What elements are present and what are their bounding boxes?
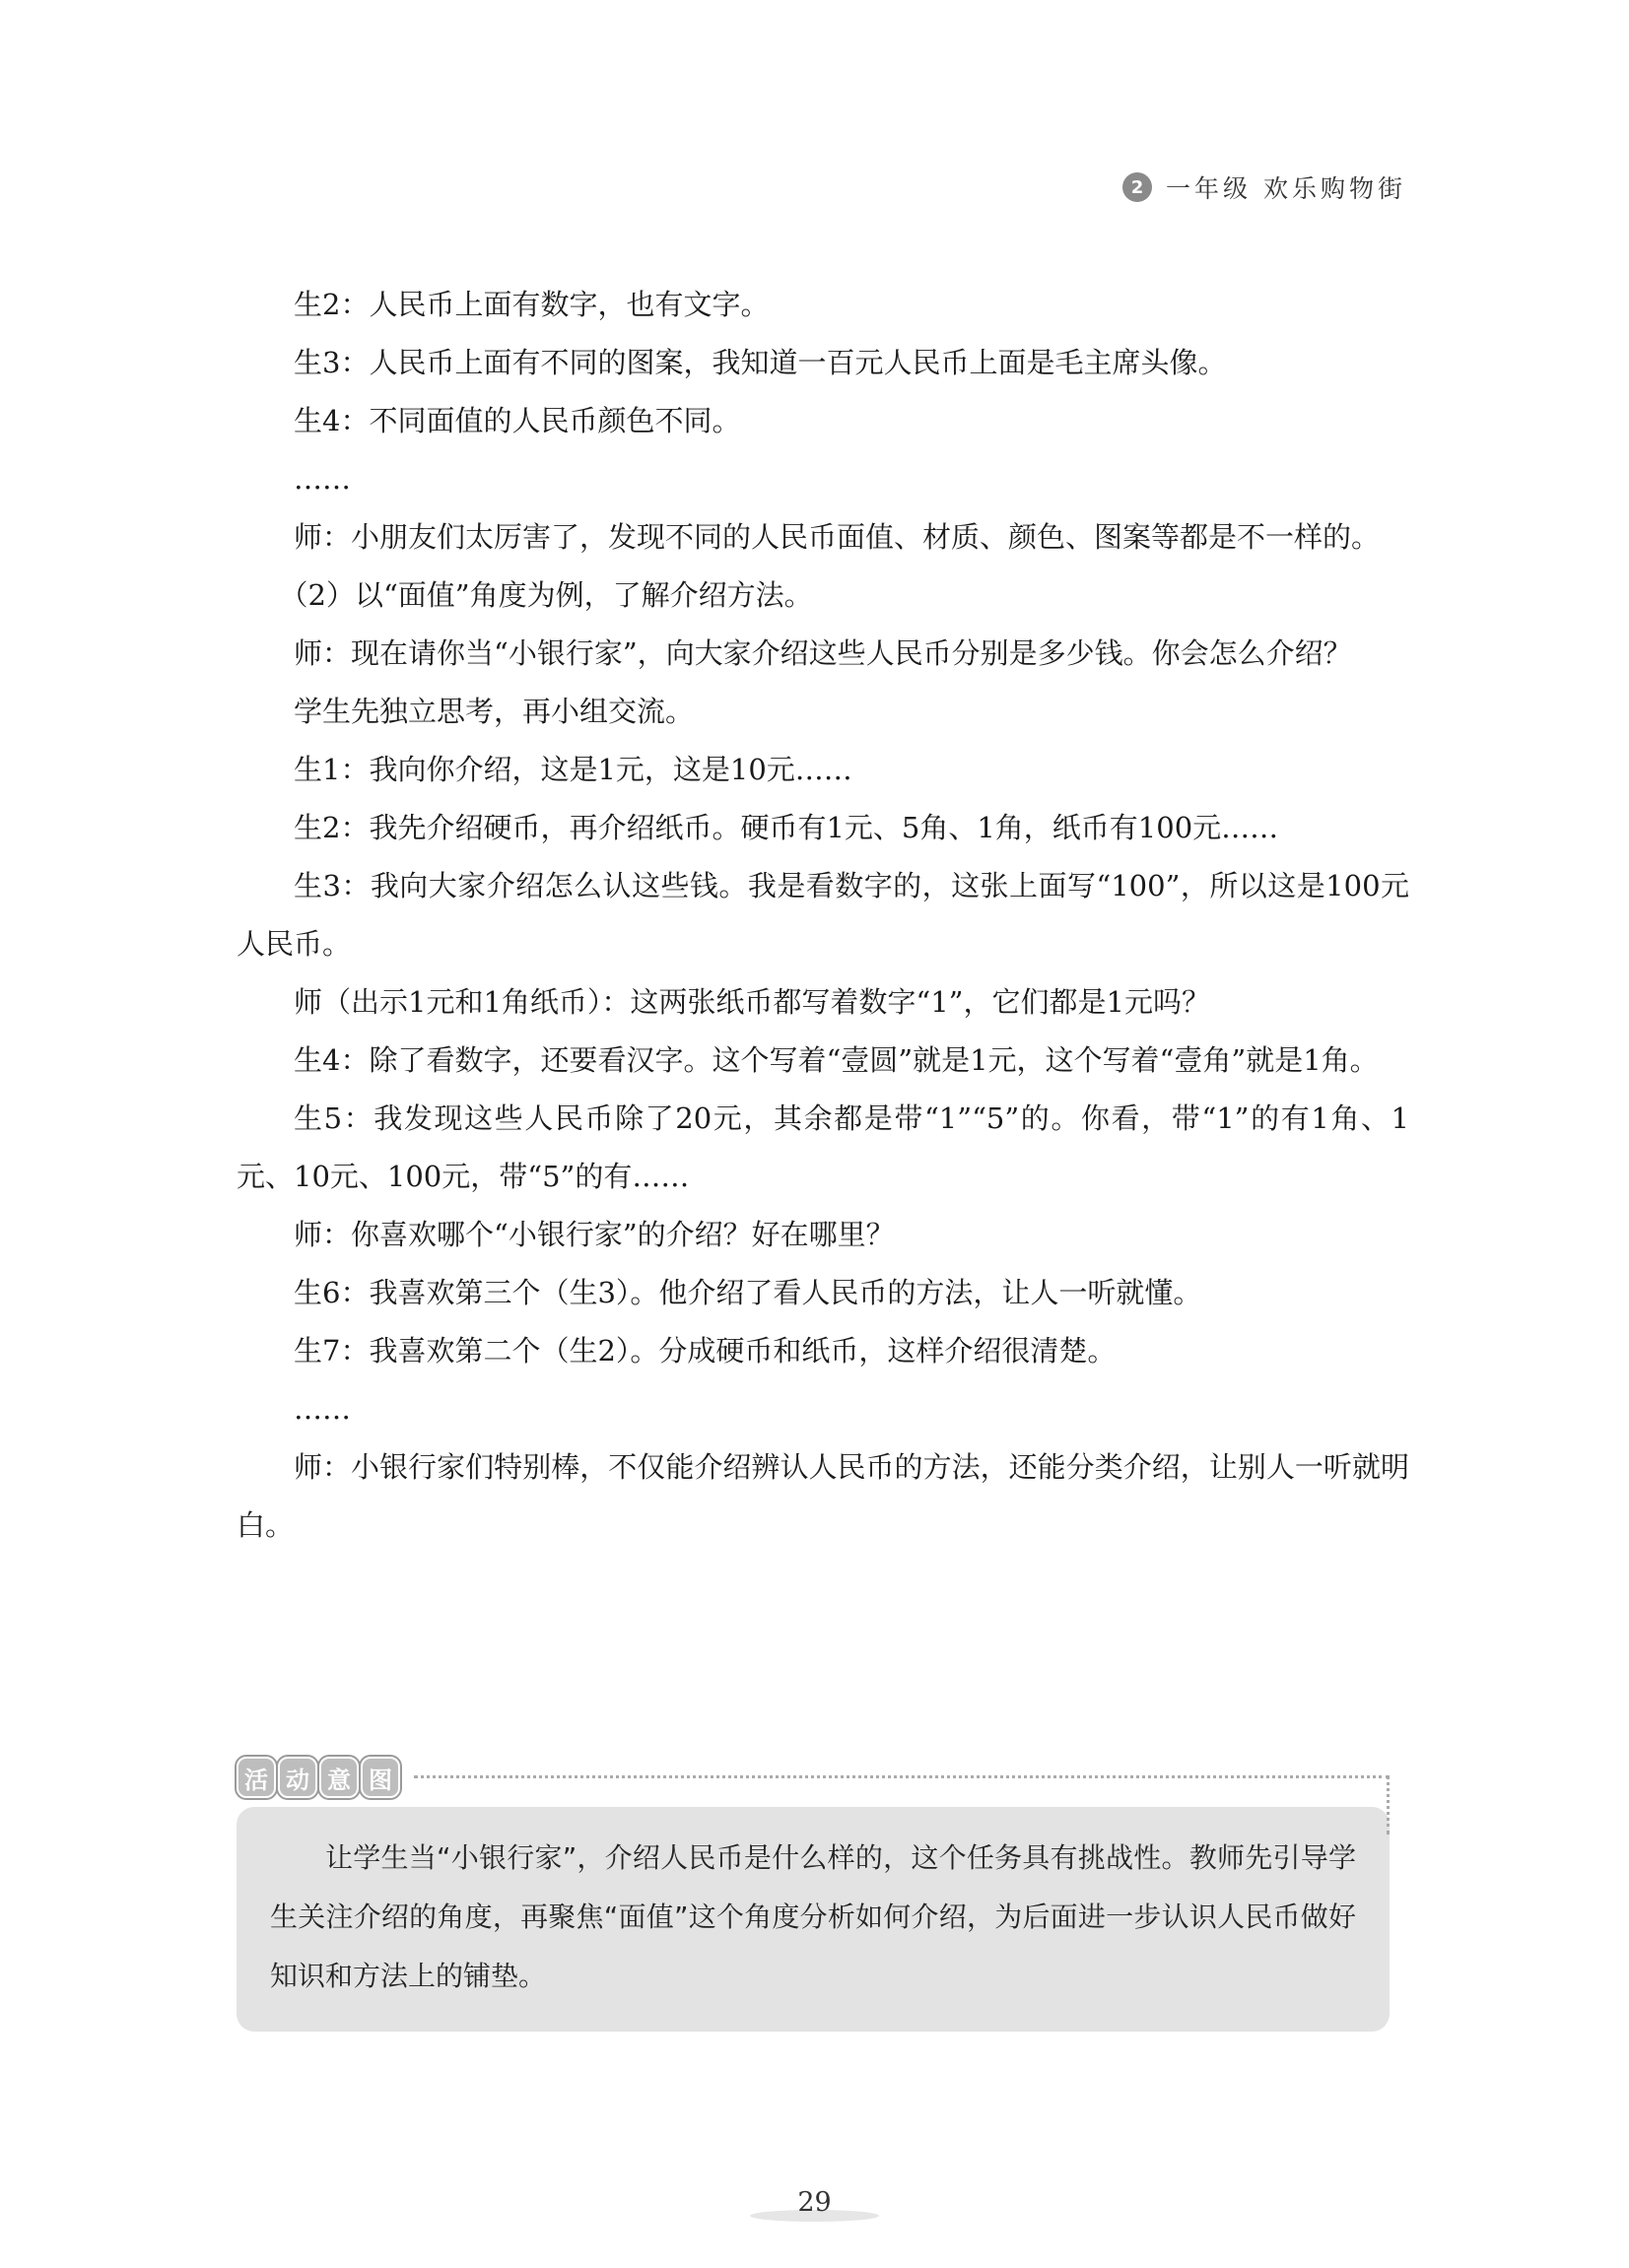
paragraph: 生4：除了看数字，还要看汉字。这个写着“壹圆”就是1元，这个写着“壹角”就是1角。 (294, 1043, 1379, 1077)
activity-text: 让学生当“小银行家”，介绍人民币是什么样的，这个任务具有挑战性。教师先引导学生关注介绍的角度，再聚焦“面值”这个角度分析如何介绍，为后面进一步认识人民币做好知识和方法上的铺垫。 (270, 1841, 1356, 1992)
activity-title-char: 活 (237, 1757, 276, 1798)
paragraph: 生7：我喜欢第二个（生2）。分成硬币和纸币，这样介绍很清楚。 (294, 1334, 1117, 1367)
section-heading: （2）以“面值”角度为例，了解介绍方法。 (279, 578, 813, 612)
activity-title-char: 动 (278, 1757, 317, 1798)
paragraph: 生6：我喜欢第三个（生3）。他介绍了看人民币的方法，让人一听就懂。 (294, 1276, 1202, 1309)
paragraph: 生3：我向大家介绍怎么认这些钱。我是看数字的，这张上面写“100”，所以这是100元人民币。 (237, 869, 1409, 961)
dotted-divider-vertical (1387, 1775, 1390, 1834)
ellipsis-line: …… (294, 462, 351, 496)
paragraph: 师：现在请你当“小银行家”，向大家介绍这些人民币分别是多少钱。你会怎么介绍？ (294, 636, 1352, 670)
paragraph: 生1：我向你介绍，这是1元，这是10元…… (294, 753, 852, 786)
paragraph: 师（出示1元和1角纸币）：这两张纸币都写着数字“1”，它们都是1元吗？ (294, 985, 1210, 1019)
paragraph: 学生先独立思考，再小组交流。 (294, 695, 695, 728)
paragraph: 师：小银行家们特别棒，不仅能介绍辨认人民币的方法，还能分类介绍，让别人一听就明白。 (237, 1450, 1409, 1542)
paragraph: 师：你喜欢哪个“小银行家”的介绍？好在哪里？ (294, 1218, 895, 1251)
activity-title-row (237, 1754, 1390, 1801)
activity-title (237, 1757, 400, 1798)
paragraph: 生4：不同面值的人民币颜色不同。 (294, 404, 741, 437)
dotted-divider (414, 1775, 1390, 1778)
paragraph: 生2：我先介绍硬币，再介绍纸币。硬币有1元、5角、1角，纸币有100元…… (294, 811, 1279, 844)
activity-title-char: 意 (319, 1757, 359, 1798)
paragraph: 生3：人民币上面有不同的图案，我知道一百元人民币上面是毛主席头像。 (294, 346, 1227, 379)
chapter-badge: 2 (1122, 172, 1152, 202)
body-text (237, 276, 1409, 1555)
page-footer (0, 2187, 1629, 2218)
page-number: 29 (760, 2187, 868, 2218)
activity-intent-box (237, 1754, 1390, 2032)
paragraph: 生5：我发现这些人民币除了20元，其余都是带“1”“5”的。你看，带“1”的有1角、1元、10元、100元，带“5”的有…… (237, 1101, 1409, 1193)
activity-content-panel (237, 1807, 1390, 2032)
chapter-title: 一年级 欢乐购物街 (1166, 174, 1406, 203)
paragraph: 生2：人民币上面有数字，也有文字。 (294, 288, 770, 321)
ellipsis-line: …… (294, 1392, 351, 1426)
running-header (1122, 169, 1406, 205)
activity-title-char: 图 (361, 1757, 400, 1798)
paragraph: 师：小朋友们太厉害了，发现不同的人民币面值、材质、颜色、图案等都是不一样的。 (294, 520, 1381, 554)
